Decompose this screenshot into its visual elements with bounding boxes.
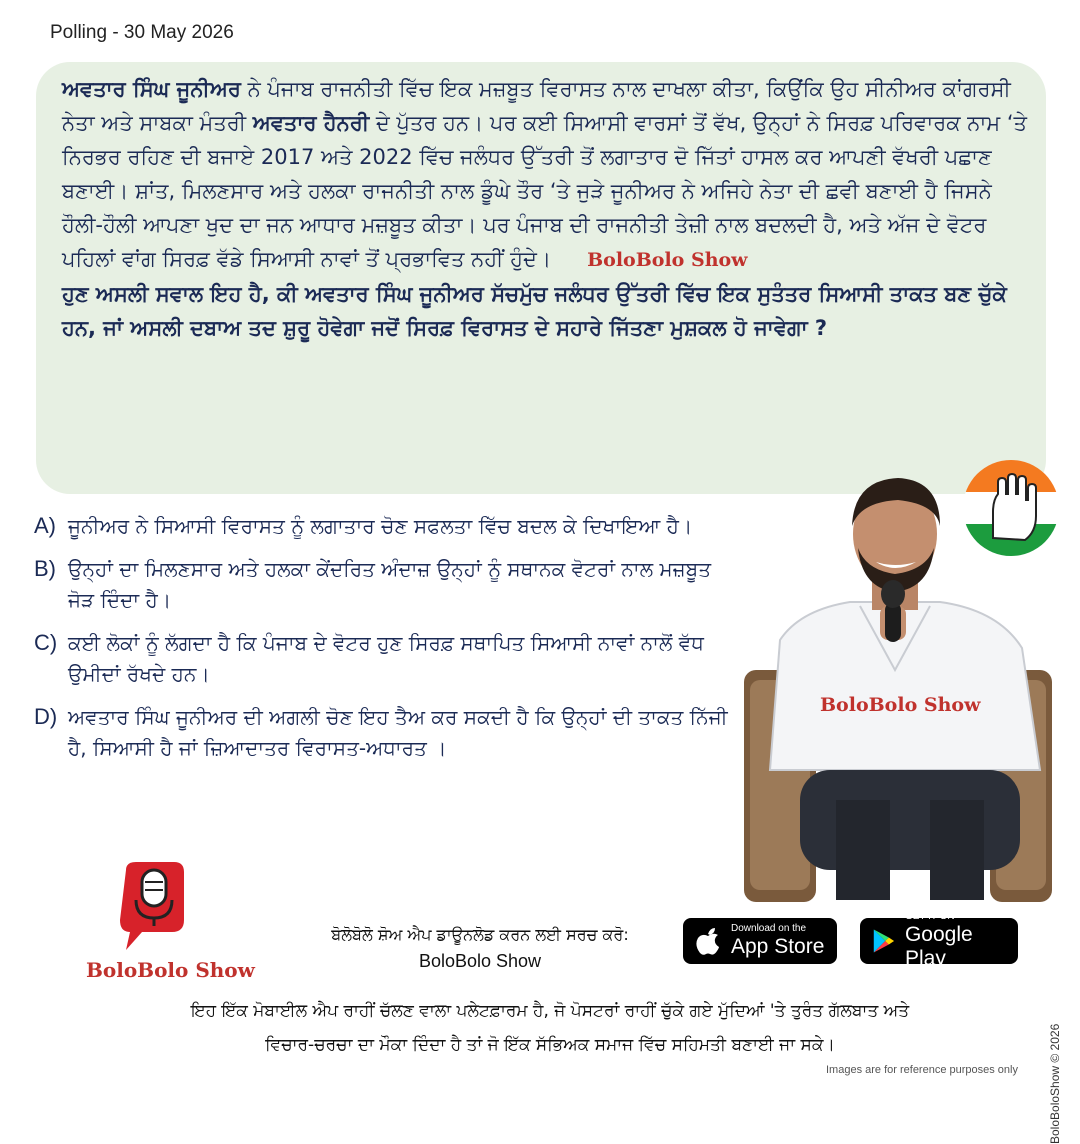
- politician-illustration: [740, 470, 1060, 902]
- intro-text: [62, 72, 1032, 345]
- intro-text-part-2: ਦੇ ਪੁੱਤਰ ਹਨ। ਪਰ ਕਈ ਸਿਆਸੀ ਵਾਰਸਾਂ ਤੋਂ ਵੱਖ, ਉਨ੍ਹਾਂ ਨੇ ਸਿਰਫ਼ ਪਰਿਵਾਰਕ ਨਾਮ ‘ਤੇ ਨਿਰਭਰ ਰਹਿਣ ਦੀ ਬਜਾਏ 2017 ਅਤੇ 2022 ਵਿੱਚ ਜਲੰਧਰ ਉੱਤਰੀ ਤੋਂ ਲਗਾਤਾਰ ਦੋ ਜਿੱਤਾਂ ਹਾਸਲ ਕਰ ਆਪਣੀ ਵੱਖਰੀ ਪਛਾਣ ਬਣਾਈ। ਸ਼ਾਂਤ, ਮਿਲਣਸਾਰ ਅਤੇ ਹਲਕਾ ਰਾਜਨੀਤੀ ਨਾਲ ਡੂੰਘੇ ਤੌਰ ‘ਤੇ ਜੁੜੇ ਜੂਨੀਅਰ ਨੇ ਅਜਿਹੇ ਨੇਤਾ ਦੀ ਛਵੀ ਬਣਾਈ ਹੈ ਜਿਸਨੇ ਹੌਲੀ-ਹੌਲੀ ਆਪਣਾ ਖੁਦ ਦਾ ਜਨ ਆਧਾਰ ਮਜ਼ਬੂਤ ਕੀਤਾ। ਪਰ ਪੰਜਾਬ ਦੀ ਰਾਜਨੀਤੀ ਤੇਜ਼ੀ ਨਾਲ ਬਦਲਦੀ ਹੈ, ਅਤੇ ਅੱਜ ਦੇ ਵੋਟਰ ਪਹਿਲਾਂ ਵਾਂਗ ਸਿਰਫ਼ ਵੱਡੇ ਸਿਆਸੀ ਨਾਵਾਂ ਤੋਂ ਪ੍ਰਭਾਵਿਤ ਨਹੀਂ ਹੁੰਦੇ।: [62, 111, 1028, 271]
- google-play-small-label: GET IT ON: [904, 911, 955, 922]
- app-store-button[interactable]: [683, 918, 837, 964]
- platform-description: [60, 994, 1040, 1062]
- option-c[interactable]: [34, 627, 734, 690]
- download-instruction-text: ਬੋਲੋਬੋਲੋ ਸ਼ੋਅ ਐਪ ਡਾਊਨਲੋਡ ਕਰਨ ਲਈ ਸਰਚ ਕਰੋ:: [331, 925, 629, 944]
- option-text: ਅਵਤਾਰ ਸਿੰਘ ਜੂਨੀਅਰ ਦੀ ਅਗਲੀ ਚੋਣ ਇਹ ਤੈਅ ਕਰ ਸਕਦੀ ਹੈ ਕਿ ਉਨ੍ਹਾਂ ਦੀ ਤਾਕਤ ਨਿੱਜੀ ਹੈ, ਸਿਆਸੀ ਹੈ ਜਾਂ ਜ਼ਿਆਦਾਤਰ ਵਿਰਾਸਤ-ਅਧਾਰਤ ।: [68, 705, 728, 760]
- option-letter: C): [34, 630, 58, 655]
- download-app-name: BoloBolo Show: [418, 951, 542, 971]
- poll-date: Polling - 30 May 2026: [50, 22, 234, 43]
- option-letter: D): [34, 704, 58, 729]
- option-text: ਉਨ੍ਹਾਂ ਦਾ ਮਿਲਣਸਾਰ ਅਤੇ ਹਲਕਾ ਕੇਂਦਰਿਤ ਅੰਦਾਜ਼ ਉਨ੍ਹਾਂ ਨੂੰ ਸਥਾਨਕ ਵੋਟਰਾਂ ਨਾਲ ਮਜ਼ਬੂਤ ਜੋੜ ਦਿੰਦਾ ਹੈ।: [68, 557, 711, 612]
- option-text: ਜੂਨੀਅਰ ਨੇ ਸਿਆਸੀ ਵਿਰਾਸਤ ਨੂੰ ਲਗਾਤਾਰ ਚੋਣ ਸਫਲਤਾ ਵਿੱਚ ਬਦਲ ਕੇ ਦਿਖਾਇਆ ਹੈ।: [68, 514, 693, 538]
- option-letter: A): [34, 513, 56, 538]
- google-play-button[interactable]: [860, 911, 1018, 970]
- app-store-small-label: Download on the: [731, 923, 807, 934]
- option-b[interactable]: [34, 553, 734, 616]
- app-store-text: [731, 923, 824, 959]
- option-d[interactable]: [34, 701, 734, 764]
- image-disclaimer: Images are for reference purposes only: [826, 1064, 1018, 1076]
- copyright-vertical: [1050, 1024, 1064, 1144]
- poll-options: [34, 510, 734, 775]
- google-play-icon: [872, 927, 895, 955]
- logo-label: BoloBolo Show: [86, 958, 255, 982]
- option-text: ਕਈ ਲੋਕਾਂ ਨੂੰ ਲੱਗਦਾ ਹੈ ਕਿ ਪੰਜਾਬ ਦੇ ਵੋਟਰ ਹੁਣ ਸਿਰਫ਼ ਸਥਾਪਿਤ ਸਿਆਸੀ ਨਾਵਾਂ ਨਾਲੋਂ ਵੱਧ ਉਮੀਦਾਂ ਰੱਖਦੇ ਹਨ।: [68, 631, 704, 686]
- footer-line-2: ਵਿਚਾਰ-ਚਰਚਾ ਦਾ ਮੌਕਾ ਦਿੰਦਾ ਹੈ ਤਾਂ ਜੋ ਇੱਕ ਸੱਭਿਅਕ ਸਮਾਜ ਵਿੱਚ ਸਹਿਮਤੀ ਬਣਾਈ ਜਾ ਸਕੇ।: [265, 1035, 835, 1055]
- intro-name-bold: ਅਵਤਾਰ ਸਿੰਘ ਜੂਨੀਅਰ: [62, 77, 241, 101]
- option-a[interactable]: [34, 510, 734, 542]
- intro-watermark: BoloBolo Show: [587, 249, 748, 271]
- intro-text-part-1: ਨੇ ਪੰਜਾਬ ਰਾਜਨੀਤੀ ਵਿੱਚ ਇਕ ਮਜ਼ਬੂਤ ਵਿਰਾਸਤ ਨਾਲ ਦਾਖਲਾ ਕੀਤਾ, ਕਿਉਂਕਿ ਉਹ ਸੀਨੀਅਰ ਕਾਂਗਰਸੀ ਨੇਤਾ ਅਤੇ ਸਾਬਕਾ ਮੰਤਰੀ: [62, 77, 1011, 135]
- google-play-label: Google Play: [904, 923, 973, 970]
- poll-question: ਹੁਣ ਅਸਲੀ ਸਵਾਲ ਇਹ ਹੈ, ਕੀ ਅਵਤਾਰ ਸਿੰਘ ਜੂਨੀਅਰ ਸੱਚਮੁੱਚ ਜਲੰਧਰ ਉੱਤਰੀ ਵਿੱਚ ਇਕ ਸੁਤੰਤਰ ਸਿਆਸੀ ਤਾਕਤ ਬਣ ਚੁੱਕੇ ਹਨ, ਜਾਂ ਅਸਲੀ ਦਬਾਅ ਤਦ ਸ਼ੁਰੂ ਹੋਵੇਗਾ ਜਦੋਂ ਸਿਰਫ਼ ਵਿਰਾਸਤ ਦੇ ਸਹਾਰੇ ਜਿੱਤਣਾ ਮੁਸ਼ਕਲ ਹੋ ਜਾਵੇਗਾ ?: [62, 282, 1007, 340]
- footer-line-1: ਇਹ ਇੱਕ ਮੋਬਾਈਲ ਐਪ ਰਾਹੀਂ ਚੱਲਣ ਵਾਲਾ ਪਲੇਟਫ਼ਾਰਮ ਹੈ, ਜੋ ਪੋਸਟਰਾਂ ਰਾਹੀਂ ਚੁੱਕੇ ਗਏ ਮੁੱਦਿਆਂ 'ਤੇ ਤੁਰੰਤ ਗੱਲਬਾਤ ਅਤੇ: [190, 1001, 910, 1021]
- person-watermark: BoloBolo Show: [820, 694, 981, 716]
- download-instruction: [300, 921, 660, 975]
- app-store-label: App Store: [731, 935, 825, 958]
- google-play-text: [905, 911, 1006, 971]
- intro-father-name: ਅਵਤਾਰ ਹੈਨਰੀ: [252, 111, 370, 135]
- copyright-text: BoloBoloShow © 2026: [1048, 1023, 1062, 1144]
- option-letter: B): [34, 556, 56, 581]
- apple-icon: [695, 926, 721, 956]
